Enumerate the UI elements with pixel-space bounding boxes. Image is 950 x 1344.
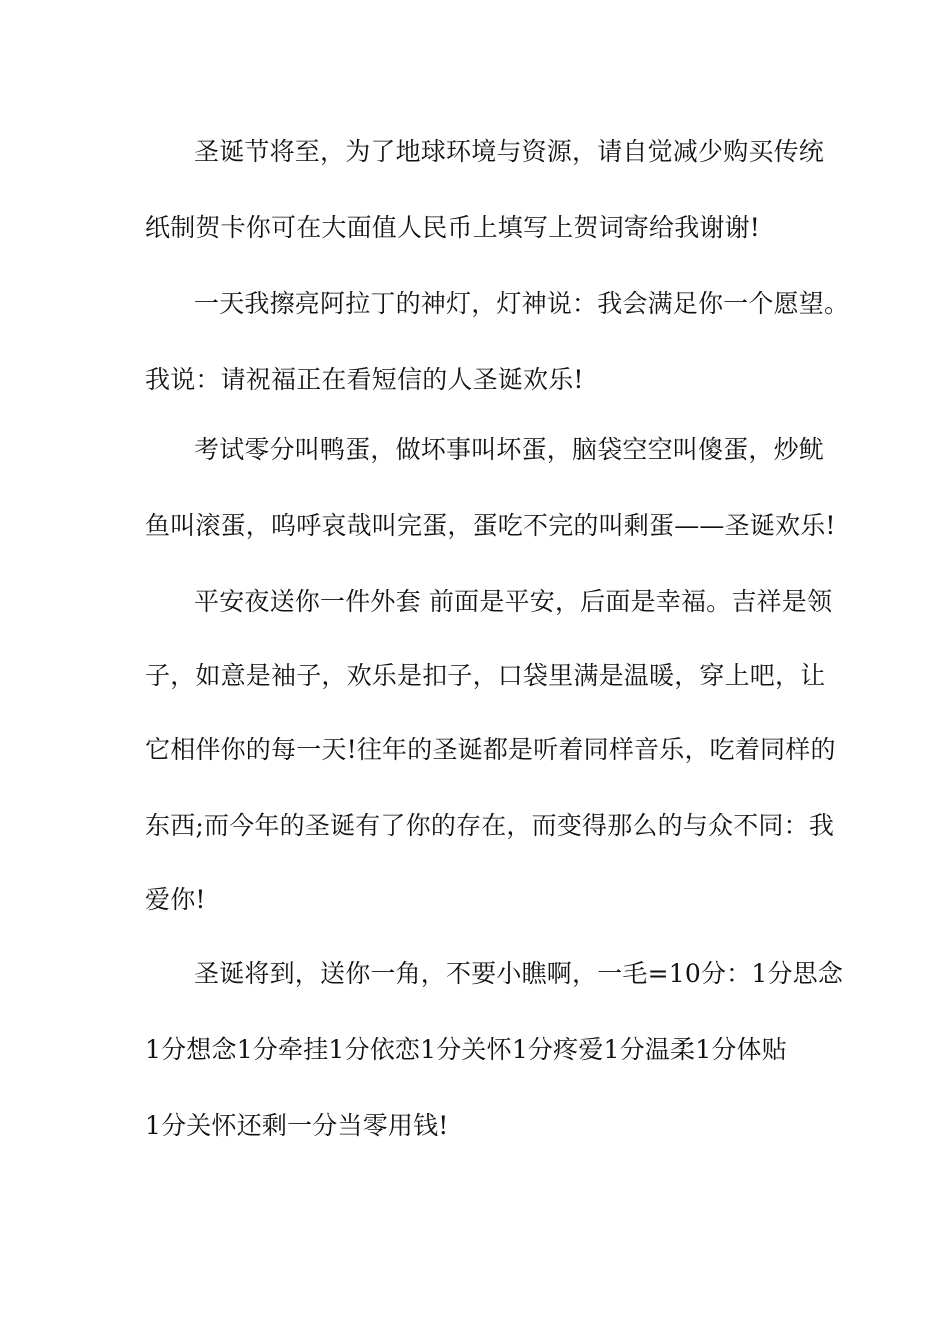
paragraph-4-line-2 xyxy=(0,656,950,696)
paragraph-4-line-5 xyxy=(0,880,950,920)
text-line: 1分想念1分牵挂1分依恋1分关怀1分疼爱1分温柔1分体贴 xyxy=(145,1035,787,1064)
paragraph-4-line-1 xyxy=(0,582,950,622)
text-line: 它相伴你的每一天!往年的圣诞都是听着同样音乐，吃着同样的 xyxy=(145,735,836,764)
paragraph-2-line-1 xyxy=(0,284,950,324)
paragraph-5-line-2 xyxy=(0,1030,950,1070)
text-line: 1分关怀还剩一分当零用钱! xyxy=(145,1111,449,1140)
paragraph-4-line-3 xyxy=(0,730,950,770)
paragraph-5-line-1 xyxy=(0,954,950,994)
paragraph-1-line-1 xyxy=(0,132,950,172)
text-line: 东西;而今年的圣诞有了你的存在，而变得那么的与众不同：我 xyxy=(145,811,835,840)
text-line: 鱼叫滚蛋，呜呼哀哉叫完蛋，蛋吃不完的叫剩蛋——圣诞欢乐! xyxy=(145,511,836,540)
paragraph-5-line-3 xyxy=(0,1106,950,1146)
paragraph-3-line-2 xyxy=(0,506,950,546)
paragraph-3-line-1 xyxy=(0,430,950,470)
paragraph-2-line-2 xyxy=(0,360,950,400)
text-line: 爱你! xyxy=(145,885,206,914)
text-line: 子，如意是袖子，欢乐是扣子，口袋里满是温暖，穿上吧，让 xyxy=(145,661,826,690)
text-line: 我说：请祝福正在看短信的人圣诞欢乐! xyxy=(145,365,584,394)
text-line: 一天我擦亮阿拉丁的神灯，灯神说：我会满足你一个愿望。 xyxy=(194,289,850,318)
text-line: 平安夜送你一件外套 前面是平安，后面是幸福。吉祥是领 xyxy=(194,587,833,616)
text-line: 考试零分叫鸭蛋，做坏事叫坏蛋，脑袋空空叫傻蛋，炒鱿 xyxy=(194,435,825,464)
text-line: 纸制贺卡你可在大面值人民币上填写上贺词寄给我谢谢! xyxy=(145,213,761,242)
text-line: 圣诞节将至，为了地球环境与资源，请自觉减少购买传统 xyxy=(194,137,825,166)
text-line: 圣诞将到，送你一角，不要小瞧啊，一毛=10分：1分思念 xyxy=(194,959,844,988)
paragraph-1-line-2 xyxy=(0,208,950,248)
paragraph-4-line-4 xyxy=(0,806,950,846)
